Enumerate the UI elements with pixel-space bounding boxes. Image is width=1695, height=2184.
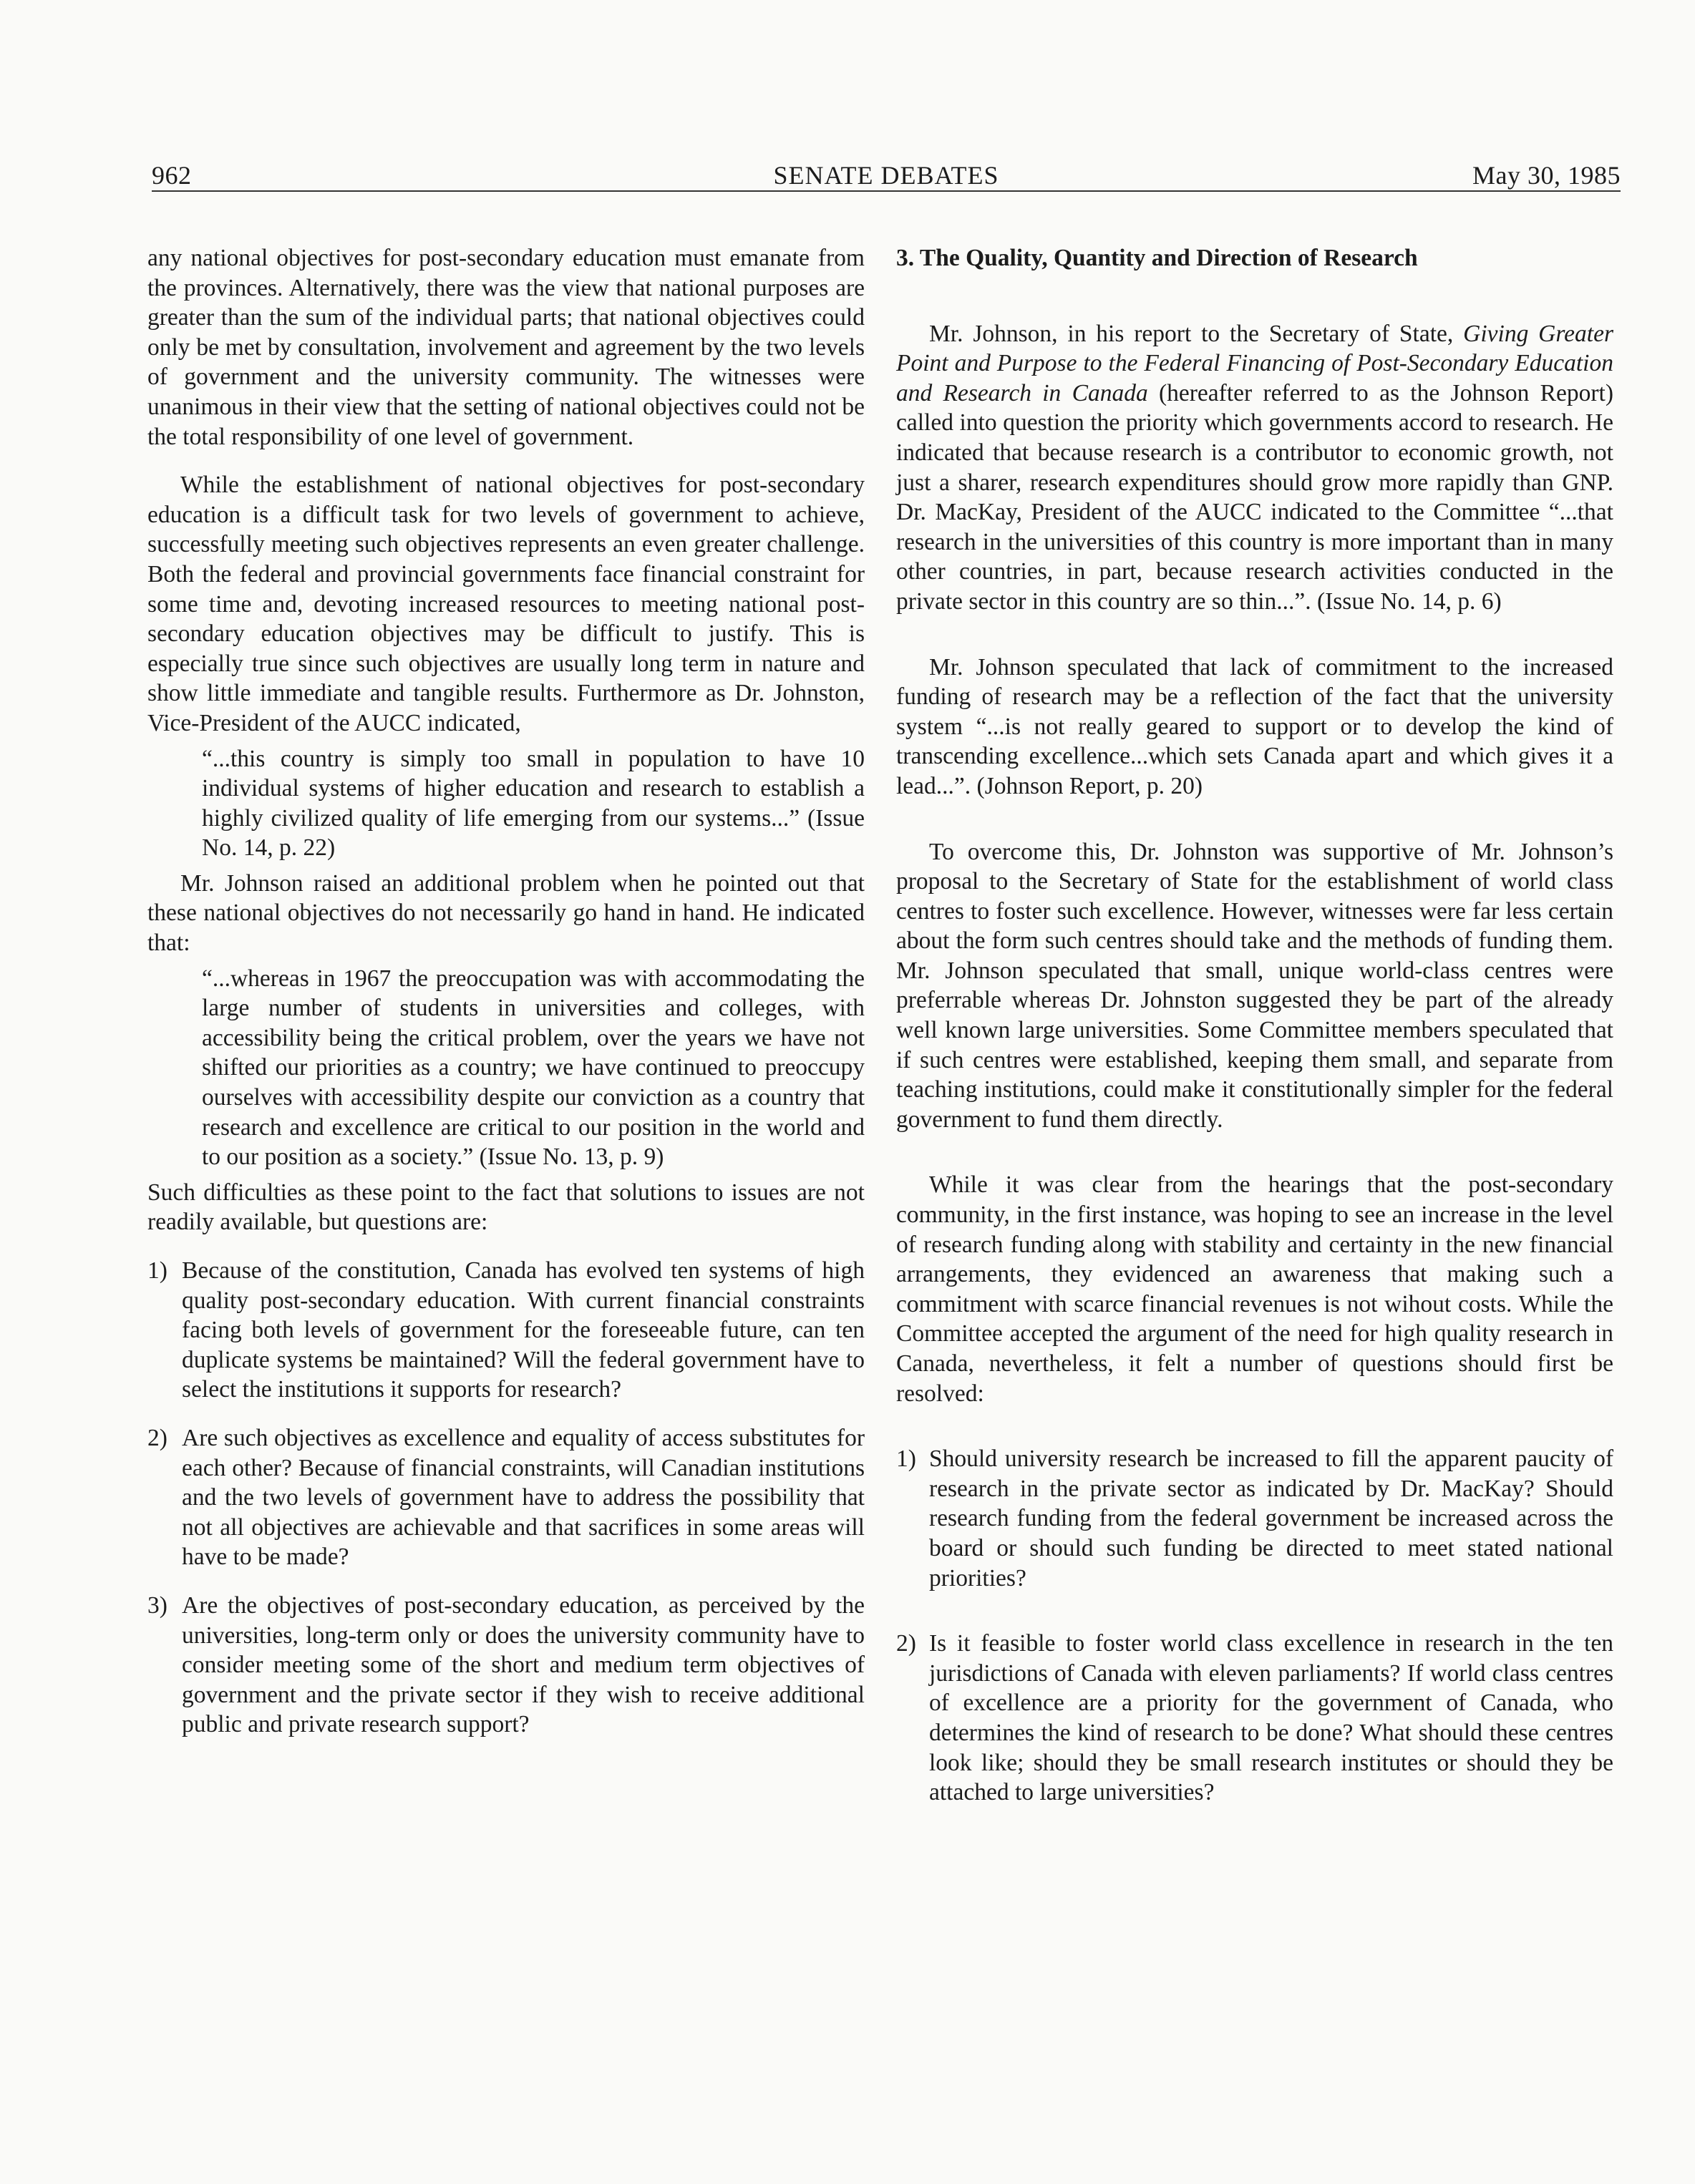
left-list-item-text: Are the objectives of post-secondary education, as perceived by the universities, long-term only or does the university community have to consider meeting some of the short and medium term objectives of government and the private sector if they wish to receive additional public and private research support? — [182, 1591, 865, 1738]
publication-title: SENATE DEBATES — [773, 161, 999, 190]
section-heading: 3. The Quality, Quantity and Direction of Research — [896, 245, 1418, 271]
left-column — [147, 243, 865, 1740]
right-column — [896, 243, 1613, 1808]
header-rule — [152, 190, 1621, 192]
left-quote-1: “...this country is simply too small in population to have 10 individual systems of higher education and research to establish a highly civilized quality of life emerging from our systems...” (Issue No. 14, p. 22) — [202, 745, 865, 862]
right-paragraph-1-end: (hereafter referred to as the Johnson Report) called into question the priority which governments accord to research. He indicated that because research is a contributor to economic growth, not just a sharer, research expenditures should grow more rapidly than GNP. Dr. MacKay, President of the AUCC indicated to the Committee “...that research in the universities of this country is more important than in many other countries, in part, because research activities conducted in the private sector in this country are so thin...”. (Issue No. 14, p. 6) — [896, 379, 1613, 615]
report-title: Giving Greater Point and Purpose to the Federal Financing of Post-Secondary Education and Research in Canada — [896, 320, 1613, 406]
left-list-item-number: 2) — [147, 1424, 167, 1451]
left-list-item-text: Because of the constitution, Canada has evolved ten systems of high quality post-secondary education. With current financial constraints facing both levels of government for the foreseeable future, can ten duplicate systems be maintained? Will the federal government have to select the institutions it supports for research? — [182, 1257, 865, 1403]
left-list-item-number: 1) — [147, 1257, 167, 1284]
right-list-item — [896, 1444, 1613, 1593]
left-list-item — [147, 1256, 865, 1405]
left-list-item — [147, 1423, 865, 1572]
left-list-item-number: 3) — [147, 1591, 167, 1619]
right-list-item-text: Is it feasible to foster world class excellence in research in the ten jurisdictions of Canada with eleven parliaments? If world class centres of excellence are a priority for the government of Canada, who determines the kind of research to be done? What should these centres look like; should they be small research institutes or should they be attached to large universities? — [929, 1630, 1613, 1806]
left-quote-2: “...whereas in 1967 the preoccupation was with accommodating the large number of students in universities and colleges, with accessibility being the critical problem, over the years we have not shifted our priorities as a country; we have continued to preoccupy ourselves with accessibility despite our conviction as a country that research and excellence are critical to our position in the world and to our position as a society.” (Issue No. 13, p. 9) — [202, 965, 865, 1171]
right-paragraph-1-start: Mr. Johnson, in his report to the Secretary of State, — [929, 320, 1464, 347]
right-list-item-number: 1) — [896, 1446, 916, 1473]
left-list-item — [147, 1591, 865, 1740]
right-list-item-text: Should university research be increased to fill the apparent paucity of research in the private sector as indicated by Dr. MacKay? Should research funding from the federal government be increased across the board or should such funding be directed to meet stated national priorities? — [929, 1446, 1613, 1591]
right-paragraph-1 — [896, 319, 1613, 617]
page-number: 962 — [152, 161, 192, 190]
left-list-item-text: Are such objectives as excellence and equality of access substitutes for each other? Because of financial constraints, will Canadian institutions and the two levels of government have to address the possibility that not all objectives are achievable and that sacrifices in some areas will have to be made? — [182, 1424, 865, 1571]
publication-date: May 30, 1985 — [1472, 161, 1621, 190]
right-list-item — [896, 1629, 1613, 1808]
right-paragraph-3: To overcome this, Dr. Johnston was supportive of Mr. Johnson’s proposal to the Secretary of State for the establishment of world class centres to foster such excellence. However, witnesses were far less certain about the form such centres should take and the methods of funding them. Mr. Johnson speculated that small, unique world-class centres were preferrable whereas Dr. Johnston suggested they be part of the already well known large universities. Some Committee members speculated that if such centres were established, keeping them small, and separate from teaching institutions, could make it constitutionally simpler for the federal government to fund them directly. — [896, 838, 1613, 1133]
left-paragraph-4: Such difficulties as these point to the fact that solutions to issues are not readily available, but questions are: — [147, 1179, 865, 1236]
left-paragraph-1: any national objectives for post-secondary education must emanate from the provinces. Alternatively, there was the view that national purposes are greater than the sum of the individual parts; that national objectives could only be met by consultation, involvement and agreement by the two levels of government and the university community. The witnesses were unanimous in their view that the setting of national objectives could not be the total responsibility of one level of government. — [147, 245, 865, 450]
right-paragraph-2: Mr. Johnson speculated that lack of commitment to the increased funding of research may be a reflection of the fact that the university system “...is not really geared to support or to develop the kind of transcending excellence...which sets Canada apart and which gives it a lead...”. (Johnson Report, p. 20) — [896, 653, 1613, 799]
right-list-item-number: 2) — [896, 1630, 916, 1657]
left-paragraph-2: While the establishment of national objectives for post-secondary education is a difficult task for two levels of government to achieve, successfully meeting such objectives represents an even greater challenge. Both the federal and provincial governments face financial constraint for some time and, devoting increased resources to meeting national post-secondary education objectives may be difficult to justify. This is especially true since such objectives are usually long term in nature and show little immediate and tangible results. Furthermore as Dr. Johnston, Vice-President of the AUCC indicated, — [147, 472, 865, 736]
right-paragraph-4: While it was clear from the hearings that the post-secondary community, in the first instance, was hoping to see an increase in the level of research funding along with stability and certainty in the new financial arrangements, they evidenced an awareness that making such a commitment with scarce financial revenues is not wihout costs. While the Committee accepted the argument of the need for high quality research in Canada, nevertheless, it felt a number of questions should first be resolved: — [896, 1171, 1613, 1407]
left-paragraph-3: Mr. Johnson raised an additional problem when he pointed out that these national objectives do not necessarily go hand in hand. He indicated that: — [147, 869, 865, 957]
